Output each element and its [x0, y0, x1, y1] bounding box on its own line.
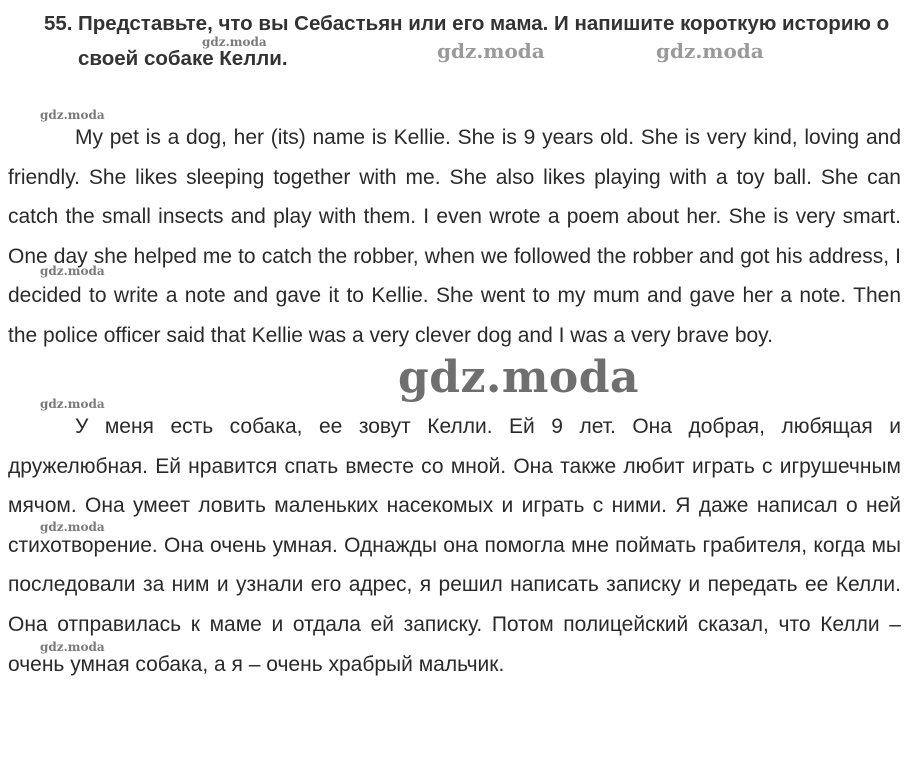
watermark: gdz.moda [40, 640, 105, 654]
task-heading [44, 6, 904, 76]
watermark: gdz.moda [202, 35, 267, 49]
watermark: gdz.moda [40, 264, 105, 278]
task-instruction: Представьте, что вы Себастьян или его мама. И напишите короткую историю о своей собаке Келли. [78, 12, 890, 70]
watermark: gdz.moda [40, 520, 105, 534]
watermark: gdz.moda [40, 397, 105, 411]
watermark: gdz.moda [437, 39, 545, 63]
task-number: 55. [44, 12, 73, 35]
story-russian: У меня есть собака, ее зовут Келли. Ей 9 лет. Она добрая, любящая и дружелюбная. Ей нравится спать вместе со мной. Она также любит играть с игрушечным мячом. Она умеет ловить маленьких насекомых и играть с ними. Я даже написал о ней стихотворение. Она очень умная. Однажды она помогла мне поймать грабителя, когда мы последовали за ним и узнали его адрес, я решил написать записку и передать ее Келли. Она отправилась к маме и отдала ей записку. Потом полицейский сказал, что Келли – очень умная собака, а я – очень храбрый мальчик. [8, 415, 901, 676]
watermark: gdz.moda [40, 108, 105, 122]
story-english: My pet is a dog, her (its) name is Kellie. She is 9 years old. She is very kind, loving and friendly. She likes sleeping together with me. She also likes playing with a toy ball. She can catch the small insects and play with them. I even wrote a poem about her. She is very smart. One day she helped me to catch the robber, when we followed the robber and got his address, I decided to write a note and gave it to Kellie. She went to my mum and gave her a note. Then the police officer said that Kellie was a very clever dog and I was a very brave boy. [8, 126, 901, 347]
watermark: gdz.moda [656, 39, 764, 63]
watermark-large: gdz.moda [398, 352, 640, 403]
